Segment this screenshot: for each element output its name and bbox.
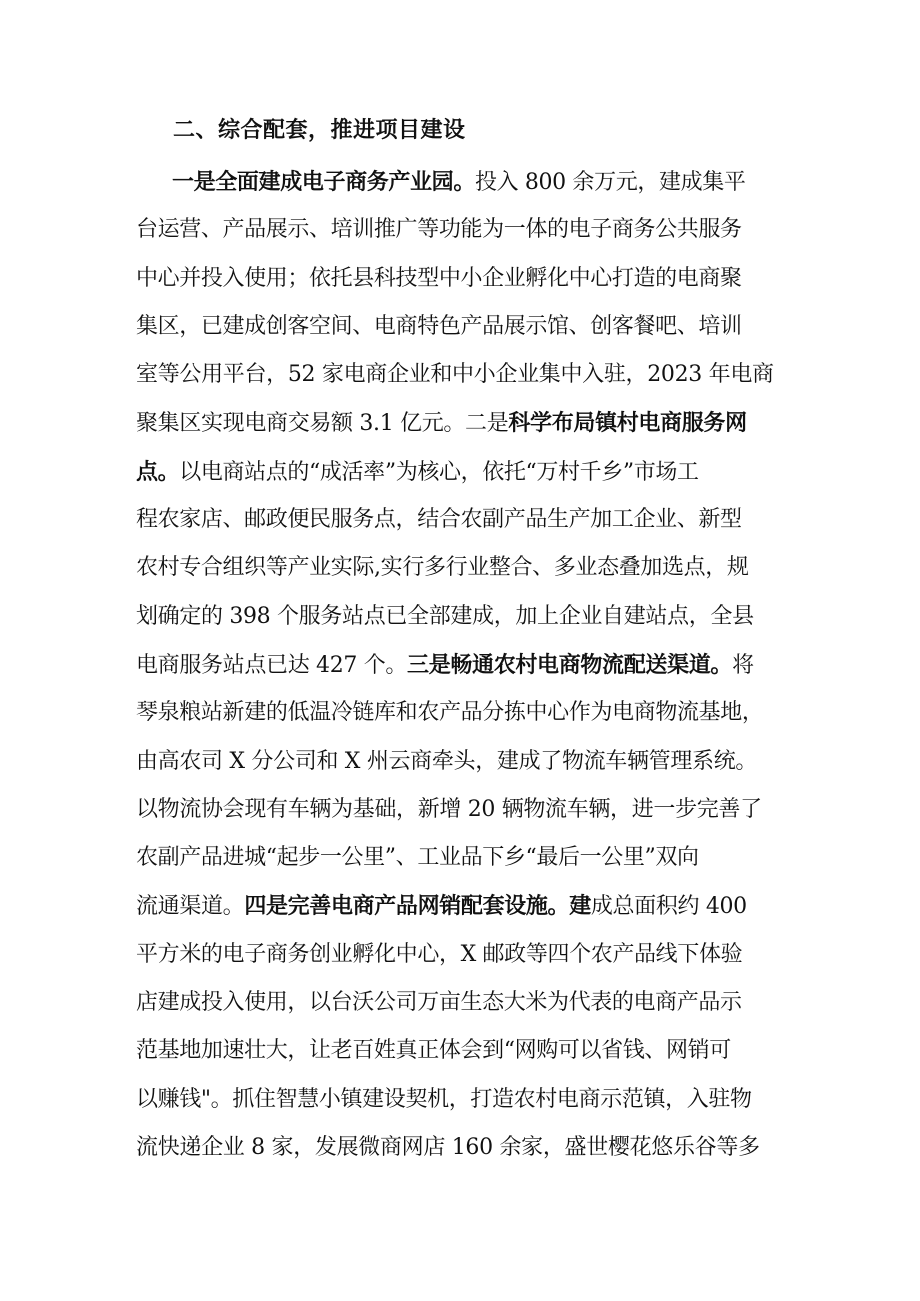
bold-phrase: 一是全面建成电子商务产业园。 (172, 169, 475, 195)
text-run: 以赚钱"。抓住智慧小镇建设契机，打造农村电商示范镇，入驻物 (136, 1086, 752, 1112)
text-line (136, 1076, 796, 1124)
bold-phrase: 四是完善电商产品网销配套设施。建 (244, 893, 591, 920)
text-line (136, 882, 796, 930)
text-line (136, 206, 796, 254)
text-line (136, 255, 796, 303)
text-run: 范基地加速壮大，让老百姓真正体会到“网购可以省钱、网销可 (136, 1038, 731, 1064)
text-line (136, 448, 796, 496)
text-run: 程农家店、邮政便民服务点，结合农副产品生产加工企业、新型 (136, 507, 742, 533)
text-run: 农村专合组织等产业实际,实行多行业整合、多业态叠加选点，规 (136, 555, 749, 581)
text-line (136, 399, 796, 447)
text-line (136, 496, 796, 544)
text-run: 室等公用平台，52 家电商企业和中小企业集中入驻，2023 年电商 (136, 362, 774, 388)
text-run: 集区，已建成创客空间、电商特色产品展示馆、创客餐吧、培训 (136, 313, 742, 339)
text-line (136, 834, 796, 882)
text-run: 以物流协会现有车辆为基础，新增 20 辆物流车辆，进一步完善了 (136, 796, 762, 822)
text-run: 由高农司 X 分公司和 X 州云商牵头，建成了物流车辆管理系统。 (136, 748, 758, 774)
body-paragraph (136, 158, 796, 1172)
text-run: 成总面积约 400 (590, 894, 747, 920)
text-line (136, 351, 796, 399)
text-run: 流通渠道。 (136, 894, 245, 920)
bold-phrase: 科学布局镇村电商服务网 (508, 410, 747, 437)
text-line (136, 1124, 796, 1172)
text-line (136, 979, 796, 1027)
text-run: 中心并投入使用；依托县科技型中小企业孵化中心打造的电商聚 (136, 265, 742, 291)
text-run: 以电商站点的“成活率”为核心，依托“万村千乡”市场工 (179, 459, 699, 485)
text-run: 店建成投入使用，以台沃公司万亩生态大米为代表的电商产品示 (136, 990, 742, 1016)
text-run: 流快递企业 8 家，发展微商网店 160 余家，盛世樱花悠乐谷等多 (136, 1134, 760, 1160)
text-run: 琴泉粮站新建的低温冷链库和农产品分拣中心作为电商物流基地， (136, 700, 764, 726)
text-line (136, 738, 796, 786)
text-run: 农副产品进城“起步一公里”、工业品下乡“最后一公里”双向 (136, 845, 699, 871)
text-run: 平方米的电子商务创业孵化中心，X 邮政等四个农产品线下体验 (136, 941, 743, 967)
text-line (136, 158, 796, 206)
text-run: 电商服务站点已达 427 个。 (136, 652, 408, 678)
bold-phrase: 三是畅通农村电商物流配送渠道。 (407, 651, 733, 678)
text-run: 将 (732, 652, 754, 678)
text-run: 划确定的 398 个服务站点已全部建成，加上企业自建站点，全县 (136, 603, 754, 629)
text-line (136, 786, 796, 834)
text-line (136, 931, 796, 979)
text-run: 投入 800 余万元，建成集平 (474, 170, 746, 195)
section-heading: 二、综合配套，推进项目建设 (173, 117, 466, 143)
text-run: 聚集区实现电商交易额 3.1 亿元。二是 (136, 411, 509, 437)
text-line (136, 1027, 796, 1075)
text-line (136, 593, 796, 641)
text-run: 台运营、产品展示、培训推广等功能为一体的电子商务公共服务 (136, 217, 742, 243)
bold-phrase: 点。 (136, 458, 180, 485)
text-line (136, 689, 796, 737)
text-line (136, 641, 796, 689)
text-line (136, 544, 796, 592)
text-line (136, 303, 796, 351)
